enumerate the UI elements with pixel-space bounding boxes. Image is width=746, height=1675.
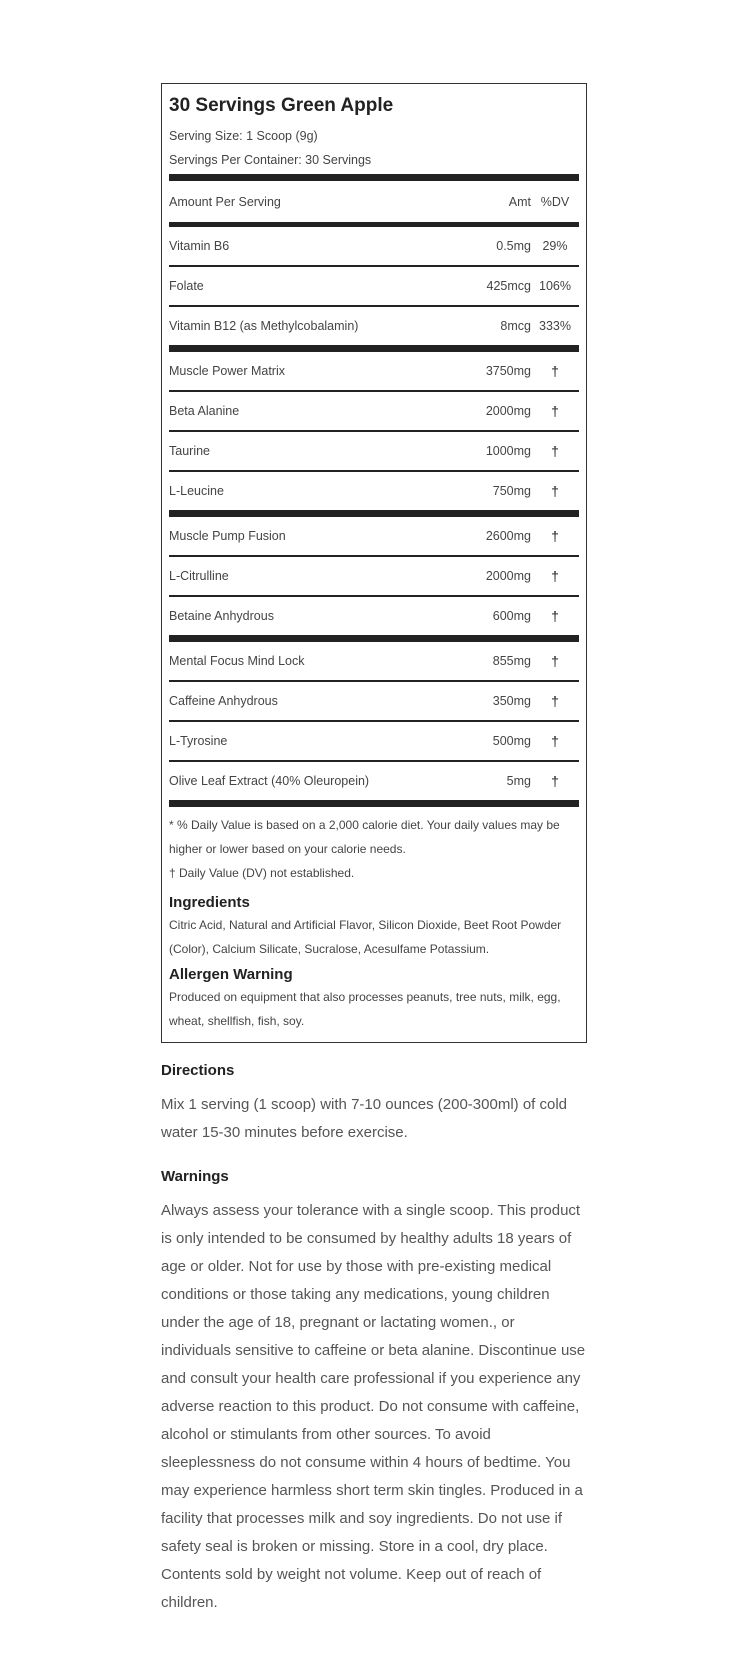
blend-muscle-pump (169, 517, 579, 635)
nutrient-name: L-Leucine (169, 484, 224, 498)
nutrient-name: Taurine (169, 444, 210, 458)
nutrient-amount: 500mg (492, 734, 531, 748)
header-amt: Amt (508, 194, 531, 209)
nutrient-dv: 29% (542, 239, 568, 253)
product-title: 30 Servings Green Apple (169, 95, 394, 116)
servings-per-container: Servings Per Container: 30 Servings (169, 153, 372, 167)
nutrient-amount: 855mg (492, 654, 531, 668)
dagger-icon: † (551, 608, 559, 624)
supplement-facts-panel (161, 83, 587, 1043)
nutrient-row (169, 517, 579, 557)
nutrient-amount: 1000mg (485, 444, 531, 458)
nutrient-row (169, 432, 579, 472)
nutrient-row (169, 642, 579, 682)
nutrient-amount: 425mcg (486, 279, 531, 293)
nutrient-row (169, 557, 579, 597)
dagger-icon: † (551, 403, 559, 419)
divider-thick (169, 800, 579, 807)
nutrient-row (169, 472, 579, 510)
nutrient-name: Betaine Anhydrous (169, 609, 274, 623)
dagger-icon: † (551, 483, 559, 499)
warnings-section (161, 1167, 587, 1617)
nutrient-row (169, 682, 579, 722)
ingredients-text: Citric Acid, Natural and Artificial Flavor, Silicon Dioxide, Beet Root Powder (Color), Calcium Silicate, Sucralose, Acesulfame Potassium. (169, 918, 562, 956)
divider-thick (169, 174, 579, 181)
ingredients-title: Ingredients (169, 894, 250, 911)
blend-muscle-power (169, 352, 579, 510)
nutrient-amount: 3750mg (485, 364, 531, 378)
facts-header-row (169, 181, 579, 222)
directions-title: Directions (161, 1062, 235, 1079)
nutrient-row (169, 307, 579, 345)
footnotes (169, 807, 579, 885)
nutrient-name: Muscle Pump Fusion (169, 529, 286, 543)
nutrient-name: Olive Leaf Extract (40% Oleuropein) (169, 774, 370, 788)
nutrient-amount: 5mg (506, 774, 531, 788)
nutrient-name: Beta Alanine (169, 404, 240, 418)
dagger-icon: † (551, 693, 559, 709)
divider-thick (169, 635, 579, 642)
directions-section (161, 1061, 587, 1147)
nutrient-dv: 333% (539, 319, 571, 333)
divider-thick (169, 345, 579, 352)
nutrient-row (169, 597, 579, 635)
vitamin-rows (169, 227, 579, 345)
nutrient-amount: 600mg (492, 609, 531, 623)
nutrient-name: L-Tyrosine (169, 734, 228, 748)
nutrient-row (169, 722, 579, 762)
nutrient-row (169, 267, 579, 307)
dagger-icon: † (551, 363, 559, 379)
dagger-icon: † (551, 443, 559, 459)
nutrient-amount: 2000mg (485, 569, 531, 583)
blend-mental-focus (169, 642, 579, 800)
allergen-warning-text: Produced on equipment that also processes peanuts, tree nuts, milk, egg, wheat, shellfish, fish, soy. (169, 990, 561, 1028)
dagger-icon: † (551, 528, 559, 544)
nutrient-row (169, 762, 579, 800)
dagger-icon: † (551, 733, 559, 749)
nutrient-amount: 8mcg (500, 319, 531, 333)
nutrient-name: Mental Focus Mind Lock (169, 654, 305, 668)
header-dv: %DV (540, 194, 570, 209)
nutrient-amount: 2600mg (485, 529, 531, 543)
header-amount-per-serving: Amount Per Serving (169, 194, 281, 209)
warnings-title: Warnings (161, 1168, 229, 1185)
footnote-daily-value: * % Daily Value is based on a 2,000 calorie diet. Your daily values may be higher or lower based on your calorie needs. (169, 818, 560, 856)
allergen-warning-title: Allergen Warning (169, 966, 293, 983)
nutrient-amount: 2000mg (485, 404, 531, 418)
warnings-text: Always assess your tolerance with a single scoop. This product is only intended to be consumed by healthy adults 18 years of age or older. Not for use by those with pre-existing medical conditions or those taking any medications, young children under the age of 18, pregnant or lactating women., or individuals sensitive to caffeine or beta alanine. Discontinue use and consult your health care professional if you experience any adverse reaction to this product. Do not consume with caffeine, alcohol or stimulants from other sources. To avoid sleeplessness do not consume within 4 hours of bedtime. You may experience harmless short term skin tingles. Produced in a facility that processes milk and soy ingredients. Do not use if safety seal is broken or missing. Store in a cool, dry place. Contents sold by weight not volume. Keep out of reach of children. (161, 1202, 586, 1611)
nutrient-name: Vitamin B12 (as Methylcobalamin) (169, 319, 359, 333)
dagger-icon: † (551, 568, 559, 584)
serving-size: Serving Size: 1 Scoop (9g) (169, 129, 318, 143)
nutrient-row (169, 352, 579, 392)
supplement-info (161, 83, 587, 1617)
nutrient-amount: 350mg (492, 694, 531, 708)
nutrient-name: Folate (169, 279, 204, 293)
nutrient-row (169, 227, 579, 267)
footnote-dagger: † Daily Value (DV) not established. (169, 866, 355, 880)
nutrient-amount: 750mg (492, 484, 531, 498)
dagger-icon: † (551, 653, 559, 669)
nutrient-name: Caffeine Anhydrous (169, 694, 278, 708)
nutrient-name: Vitamin B6 (169, 239, 230, 253)
nutrient-row (169, 392, 579, 432)
nutrient-name: Muscle Power Matrix (169, 364, 285, 378)
directions-text: Mix 1 serving (1 scoop) with 7-10 ounces (200-300ml) of cold water 15-30 minutes before exercise. (161, 1096, 568, 1141)
nutrient-name: L-Citrulline (169, 569, 229, 583)
nutrient-amount: 0.5mg (496, 239, 531, 253)
dagger-icon: † (551, 773, 559, 789)
divider-thick (169, 510, 579, 517)
nutrient-dv: 106% (539, 279, 571, 293)
